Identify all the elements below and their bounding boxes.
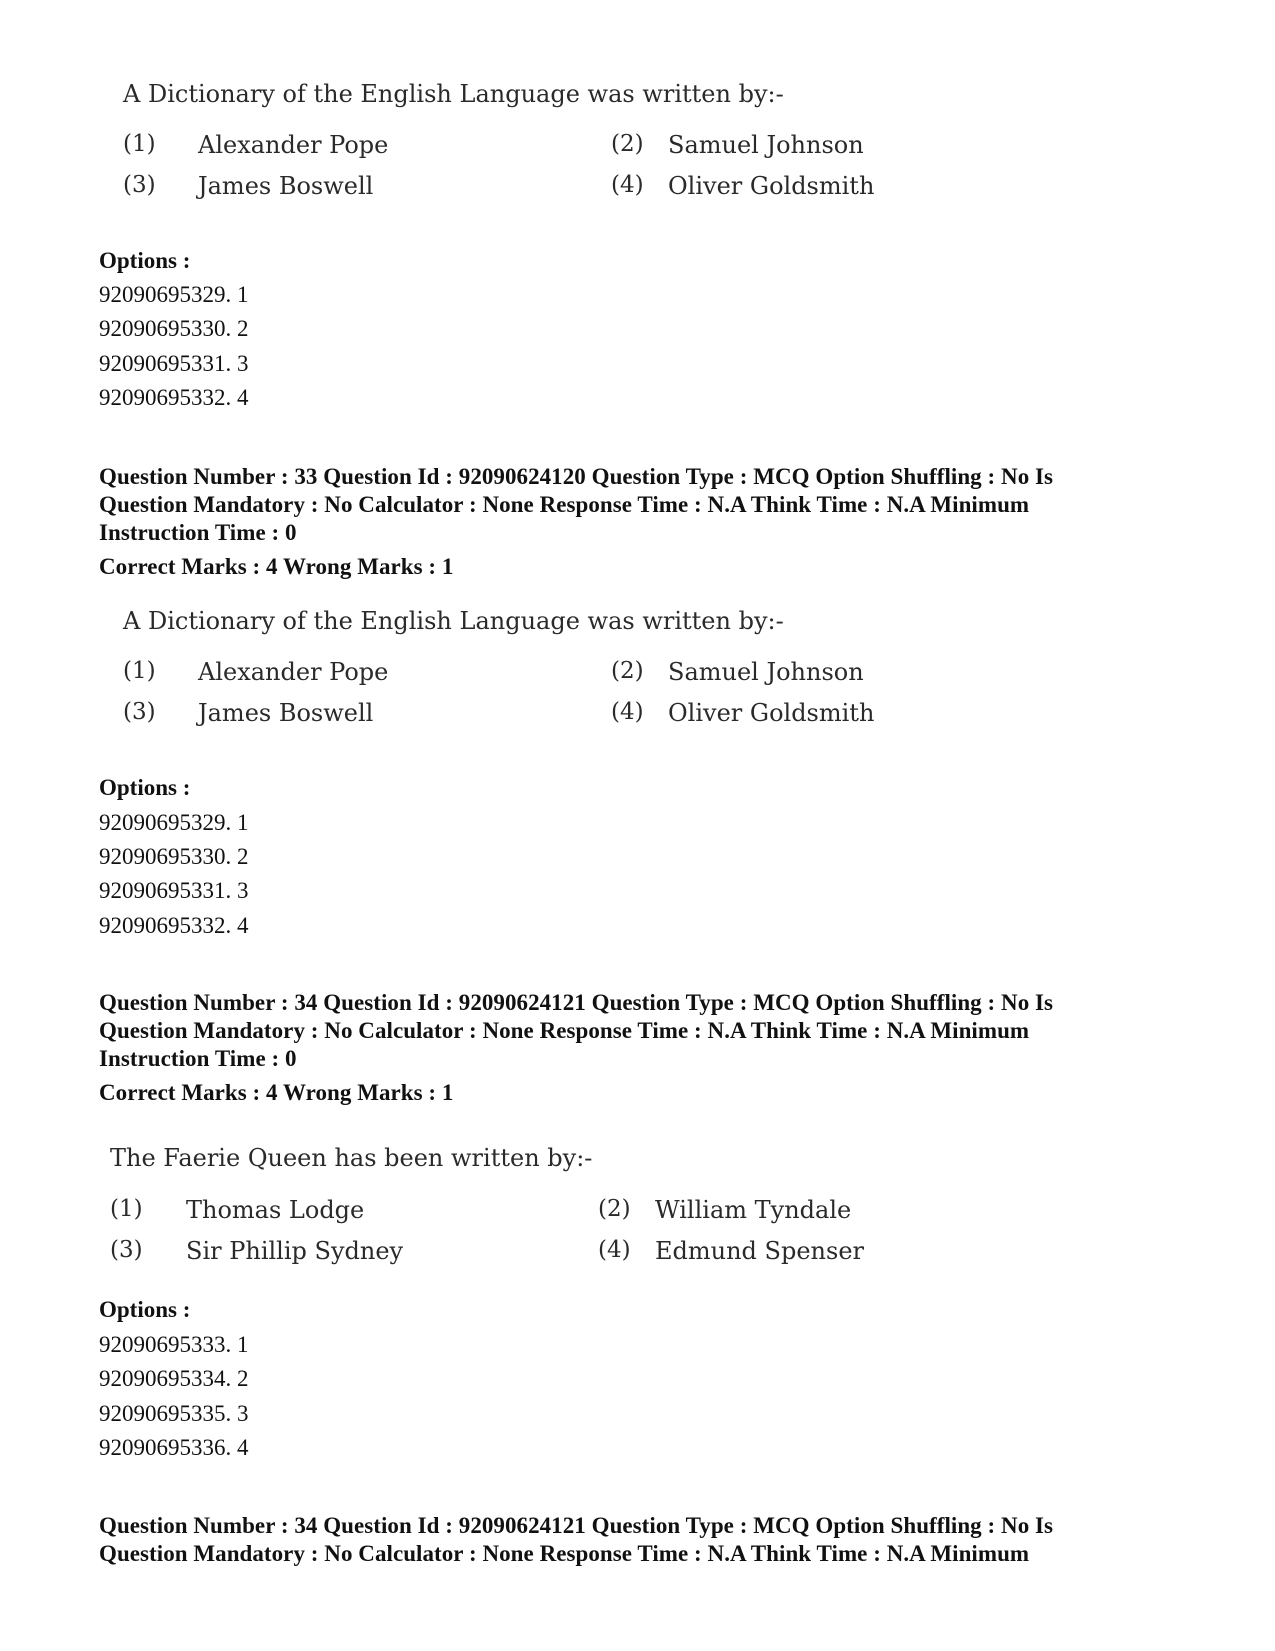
question-stem: The Faerie Queen has been written by:- [110, 1144, 593, 1172]
option-line: 92090695330. 2 [99, 844, 249, 869]
option-line: 92090695329. 1 [99, 282, 249, 307]
option-line: 92090695334. 2 [99, 1366, 249, 1391]
question-stem: A Dictionary of the English Language was written by:- [123, 607, 784, 635]
option-line: 92090695333. 1 [99, 1332, 249, 1357]
question-meta-line: Instruction Time : 0 [99, 520, 297, 545]
choice-text: Edmund Spenser [655, 1237, 865, 1265]
choice-text: Sir Phillip Sydney [186, 1237, 404, 1265]
choice-number: (1) [123, 131, 156, 157]
choice-number: (2) [598, 1196, 631, 1222]
choice-number: (4) [611, 172, 644, 198]
choice-text: William Tyndale [655, 1196, 852, 1224]
question-meta-line: Question Mandatory : No Calculator : None Response Time : N.A Think Time : N.A Minimum [99, 1541, 1030, 1566]
question-meta-line: Instruction Time : 0 [99, 1046, 297, 1071]
options-label: Options : [99, 248, 191, 273]
choice-number: (4) [611, 699, 644, 725]
choice-text: Thomas Lodge [186, 1196, 365, 1224]
question-meta-line: Question Number : 34 Question Id : 92090624121 Question Type : MCQ Option Shuffling : No Is [99, 1513, 1054, 1538]
question-stem: A Dictionary of the English Language was written by:- [123, 80, 784, 108]
choice-text: Oliver Goldsmith [668, 172, 875, 200]
choice-number: (2) [611, 131, 644, 157]
question-meta-line: Question Mandatory : No Calculator : None Response Time : N.A Think Time : N.A Minimum [99, 492, 1030, 517]
question-meta-line: Question Mandatory : No Calculator : None Response Time : N.A Think Time : N.A Minimum [99, 1018, 1030, 1043]
question-meta-line: Question Number : 33 Question Id : 92090624120 Question Type : MCQ Option Shuffling : No Is [99, 464, 1054, 489]
option-line: 92090695332. 4 [99, 385, 249, 410]
choice-number: (3) [123, 172, 156, 198]
choice-text: Samuel Johnson [668, 658, 864, 686]
options-label: Options : [99, 1297, 191, 1322]
choice-number: (4) [598, 1237, 631, 1263]
choice-text: James Boswell [198, 699, 374, 727]
choice-text: Alexander Pope [198, 131, 389, 159]
choice-text: Oliver Goldsmith [668, 699, 875, 727]
option-line: 92090695329. 1 [99, 810, 249, 835]
option-line: 92090695331. 3 [99, 878, 249, 903]
choice-number: (2) [611, 658, 644, 684]
choice-text: Alexander Pope [198, 658, 389, 686]
choice-number: (3) [123, 699, 156, 725]
option-line: 92090695336. 4 [99, 1435, 249, 1460]
choice-number: (1) [123, 658, 156, 684]
option-line: 92090695332. 4 [99, 913, 249, 938]
option-line: 92090695330. 2 [99, 316, 249, 341]
marks-line: Correct Marks : 4 Wrong Marks : 1 [99, 1080, 454, 1105]
choice-text: Samuel Johnson [668, 131, 864, 159]
choice-text: James Boswell [198, 172, 374, 200]
option-line: 92090695331. 3 [99, 351, 249, 376]
choice-number: (1) [110, 1196, 143, 1222]
choice-number: (3) [110, 1237, 143, 1263]
option-line: 92090695335. 3 [99, 1401, 249, 1426]
marks-line: Correct Marks : 4 Wrong Marks : 1 [99, 554, 454, 579]
options-label: Options : [99, 775, 191, 800]
question-meta-line: Question Number : 34 Question Id : 92090624121 Question Type : MCQ Option Shuffling : No Is [99, 990, 1054, 1015]
